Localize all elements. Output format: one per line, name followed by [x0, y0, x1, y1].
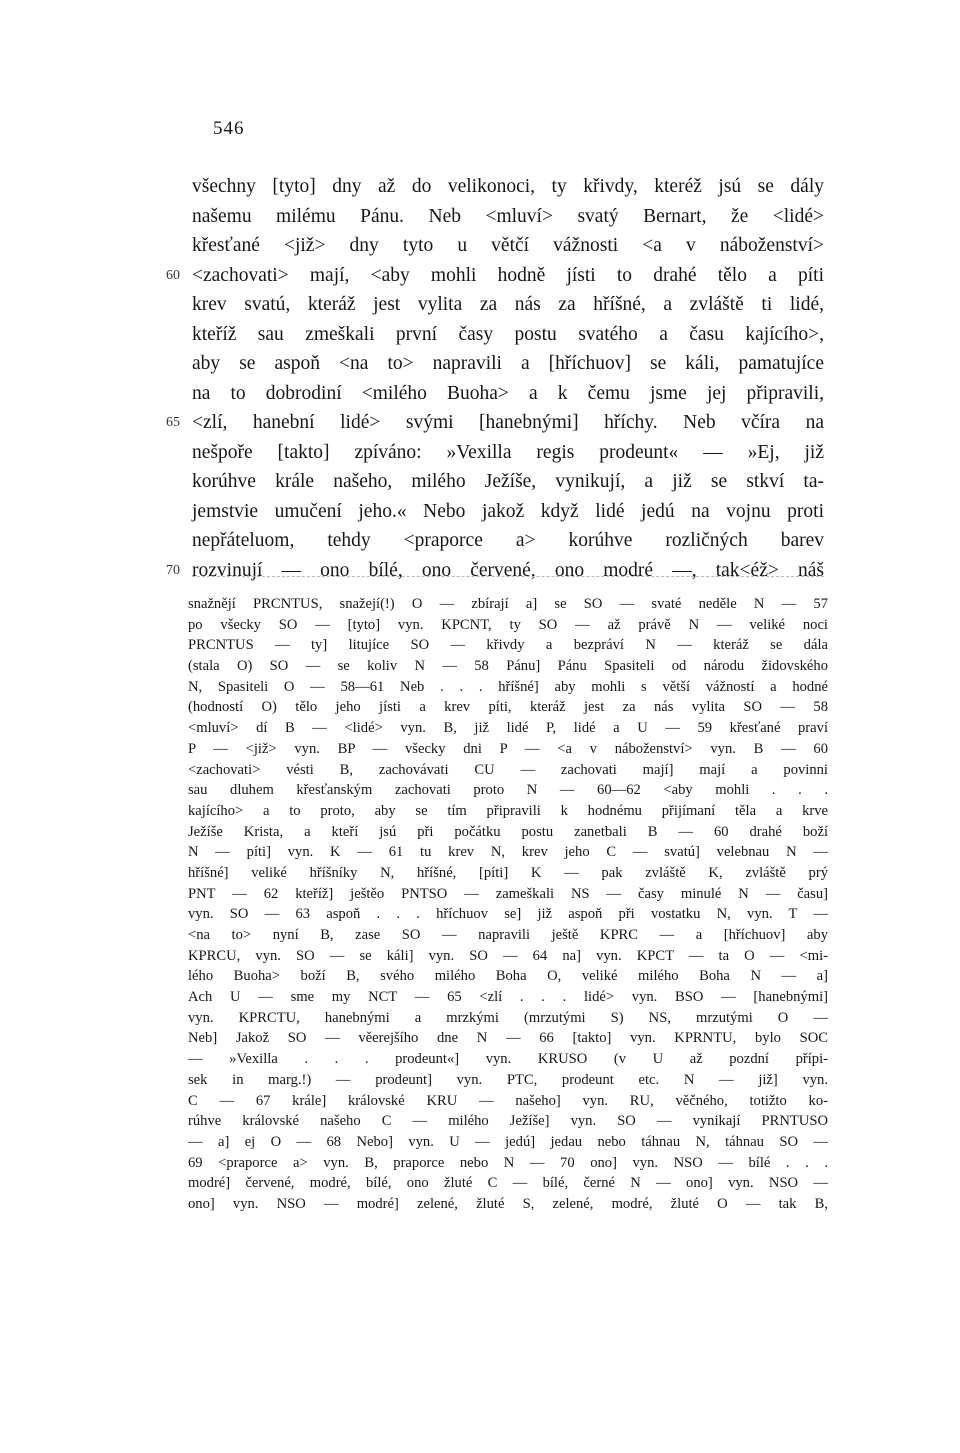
- apparatus-line: rúhve královské našeho C — milého Ježíše] vyn. SO — vynikají PRNTUSO: [188, 1113, 828, 1130]
- footnote-separator: [192, 576, 824, 577]
- apparatus-line: Ach U — sme my NCT — 65 <zlí . . . lidé> vyn. BSO — [hanebnými]: [188, 989, 828, 1006]
- apparatus-line: po všecky SO — [tyto] vyn. KPCNT, ty SO — až právě N — veliké noci: [188, 616, 828, 633]
- apparatus-line: KPRCU, vyn. SO — se káli] vyn. SO — 64 na] vyn. KPCT — ta O — <mi-: [188, 947, 828, 964]
- page-number: 546: [213, 118, 245, 139]
- line-text: nešpoře [takto] zpíváno: »Vexilla regis prodeunt« — »Ej, již: [192, 441, 824, 463]
- text-line: [192, 526, 824, 556]
- line-text: kteříž sau zmeškali první časy postu svatého a času kajícího>,: [192, 323, 824, 345]
- apparatus-line: N — píti] vyn. K — 61 tu krev N, krev jeho C — svatú] velebnau N —: [188, 844, 828, 861]
- text-line: [192, 202, 824, 232]
- apparatus-line: C — 67 krále] královské KRU — našeho] vyn. RU, věčného, totižto ko-: [188, 1092, 828, 1109]
- text-line: [192, 438, 824, 468]
- apparatus-line: kajícího> a to proto, aby se tím připravili k hodnému přijímaní těla a krve: [188, 802, 828, 819]
- line-text: nepřáteluom, tehdy <praporce a> korúhve rozličných barev: [192, 530, 824, 551]
- line-text: krev svatú, kteráž jest vylita za nás za hříšné, a zvláště ti lidé,: [192, 294, 824, 315]
- line-text: korúhve krále našeho, milého Ježíše, vynikují, a již se stkví ta-: [192, 471, 824, 492]
- apparatus-line: (stala O) SO — se koliv N — 58 Pánu] Pánu Spasiteli od národu židovského: [188, 658, 828, 675]
- text-line: [192, 497, 824, 527]
- line-text: na to dobrodiní <milého Buoha> a k čemu jsme jej připravili,: [192, 382, 824, 404]
- apparatus-line: vyn. SO — 63 aspoň . . . hříchuov se] již aspoň při vostatku N, vyn. T —: [188, 906, 828, 923]
- apparatus-line: Ježíše Krista, a kteří jsú při počátku postu zanetbali B — 60 drahé boží: [188, 823, 828, 840]
- apparatus-line: <na to> nyní B, zase SO — napravili ještě KPRC — a [hříchuov] aby: [188, 927, 828, 943]
- line-text: všechny [tyto] dny až do velikonoci, ty křivdy, kteréž jsú se dály: [192, 176, 824, 197]
- apparatus-line: — »Vexilla . . . prodeunt«] vyn. KRUSO (v U až pozdní přípi-: [188, 1051, 828, 1068]
- apparatus-line: <zachovati> vésti B, zachovávati CU — zachovati mají] mají a povinni: [188, 761, 828, 778]
- apparatus-line: sek in marg.!) — prodeunt] vyn. PTC, prodeunt etc. N — již] vyn.: [188, 1071, 828, 1088]
- line-text: <zlí, hanební lidé> svými [hanebnými] hříchy. Neb včíra na: [192, 412, 824, 433]
- text-line: [192, 290, 824, 320]
- apparatus-line: 69 <praporce a> vyn. B, praporce nebo N — 70 ono] vyn. NSO — bílé . . .: [188, 1154, 828, 1171]
- line-number: 65: [166, 415, 180, 430]
- apparatus-line: snažnějí PRCNTUS, snažejí(!) O — zbírají a] se SO — svaté neděle N — 57: [188, 596, 828, 612]
- text-line: [192, 349, 824, 379]
- line-text: křesťané <již> dny tyto u větčí vážnosti <a v náboženství>: [192, 235, 824, 256]
- line-text: našemu milému Pánu. Neb <mluví> svatý Bernart, že <lidé>: [192, 205, 824, 227]
- apparatus-line: (hodností O) tělo jeho jísti a krev píti, kteráž jest za nás vylita SO — 58: [188, 699, 828, 716]
- line-number: 70: [166, 562, 180, 578]
- apparatus-line: sau dluhem křesťanským zachovati proto N — 60—62 <aby mohli . . .: [188, 782, 828, 799]
- line-text: aby se aspoň <na to> napravili a [hříchuov] se káli, pamatujíce: [192, 353, 824, 374]
- apparatus-line: PRCNTUS — ty] litujíce SO — křivdy a bezpráví N — kteráž se dála: [188, 637, 828, 654]
- text-line: [192, 320, 824, 350]
- main-text: [166, 172, 824, 585]
- text-line: [192, 467, 824, 497]
- apparatus-line: vyn. KPRCTU, hanebnými a mrzkými (mrzutými S) NS, mrzutými O —: [188, 1009, 828, 1026]
- apparatus-line: ono] vyn. NSO — modré] zelené, žluté S, zelené, modré, žluté O — tak B,: [188, 1195, 828, 1212]
- text-line: [192, 379, 824, 409]
- apparatus-line: modré] červené, modré, bílé, ono žluté C — bílé, černé N — ono] vyn. NSO —: [188, 1175, 828, 1192]
- apparatus-line: N, Spasiteli O — 58—61 Neb . . . hříšné] aby mohli s větší vážností a hodné: [188, 678, 828, 695]
- apparatus-line: — a] ej O — 68 Nebo] vyn. U — jedú] jedau nebo táhnau N, táhnau SO —: [188, 1133, 828, 1150]
- apparatus-line: Neb] Jakož SO — věerejšího dne N — 66 [takto] vyn. KPRNTU, bylo SOC: [188, 1030, 828, 1047]
- apparatus-line: PNT — 62 kteříž] ještěo PNTSO — zameškali NS — časy minulé N — času]: [188, 885, 828, 902]
- critical-apparatus: [188, 594, 828, 1215]
- line-text: jemstvie umučení jeho.« Nebo jakož když lidé jedú na vojnu proti: [192, 500, 824, 522]
- text-line: [166, 556, 824, 586]
- apparatus-line: <mluví> dí B — <lidé> vyn. B, již lidé P, lidé a U — 59 křesťané praví: [188, 720, 828, 737]
- text-line: [166, 261, 824, 291]
- text-line: [166, 408, 824, 438]
- apparatus-line: lého Buoha> boží B, svého milého Boha O, veliké milého Boha N — a]: [188, 968, 828, 985]
- apparatus-line: hříšné] veliké hříšníky N, hříšné, [píti] K — pak zvláště K, zvláště prý: [188, 864, 828, 881]
- text-line: [192, 231, 824, 261]
- line-number: 60: [166, 267, 180, 283]
- text-line: [192, 172, 824, 202]
- apparatus-line: P — <již> vyn. BP — všecky dni P — <a v náboženství> vyn. B — 60: [188, 740, 828, 757]
- line-text: rozvinují — ono bílé, ono červené, ono modré —, tak<éž> náš: [192, 559, 824, 581]
- line-text: <zachovati> mají, <aby mohli hodně jísti to drahé tělo a píti: [192, 264, 824, 286]
